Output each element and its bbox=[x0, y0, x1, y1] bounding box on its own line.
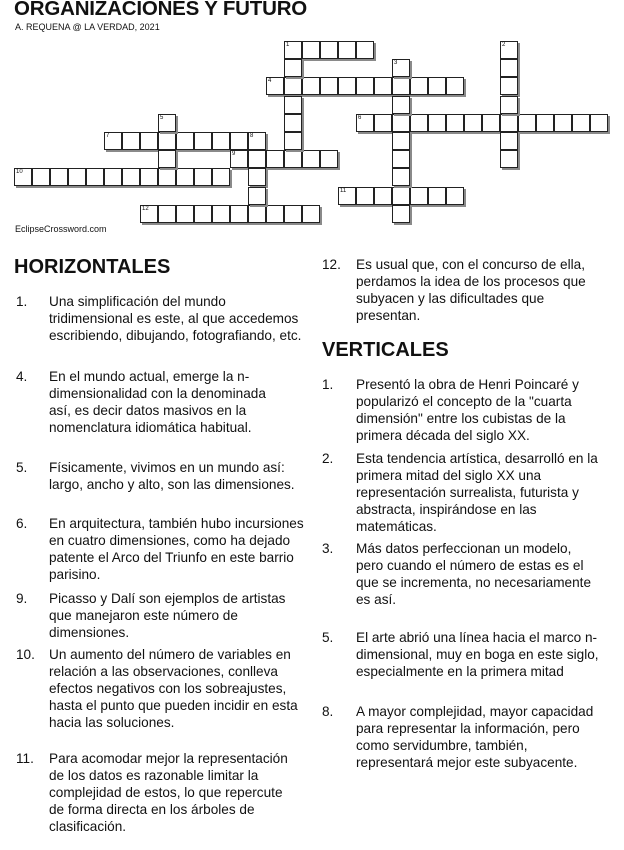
grid-cell[interactable] bbox=[194, 205, 212, 223]
grid-cell[interactable] bbox=[500, 96, 518, 114]
puzzle-title: ORGANIZACIONES Y FUTURO bbox=[14, 0, 308, 20]
grid-cell[interactable] bbox=[428, 77, 446, 95]
grid-cell[interactable] bbox=[446, 114, 464, 132]
grid-cell[interactable] bbox=[284, 150, 302, 168]
grid-cell[interactable] bbox=[392, 77, 410, 95]
cell-number: 3 bbox=[394, 60, 398, 67]
grid-cell[interactable] bbox=[464, 114, 482, 132]
grid-cell[interactable] bbox=[410, 114, 428, 132]
grid-cell[interactable] bbox=[302, 150, 320, 168]
grid-cell[interactable] bbox=[482, 114, 500, 132]
grid-cell[interactable] bbox=[518, 114, 536, 132]
grid-cell[interactable] bbox=[554, 114, 572, 132]
grid-cell[interactable] bbox=[104, 132, 122, 150]
grid-cell[interactable] bbox=[158, 150, 176, 168]
grid-cell[interactable] bbox=[374, 114, 392, 132]
grid-cell[interactable] bbox=[356, 77, 374, 95]
grid-cell[interactable] bbox=[104, 168, 122, 186]
grid-cell[interactable] bbox=[140, 168, 158, 186]
grid-cell[interactable] bbox=[284, 114, 302, 132]
clue-number: 11. bbox=[16, 751, 34, 766]
grid-cell[interactable] bbox=[140, 132, 158, 150]
cell-number: 8 bbox=[250, 133, 254, 139]
grid-cell[interactable] bbox=[284, 132, 302, 150]
grid-cell[interactable] bbox=[410, 77, 428, 95]
grid-cell[interactable] bbox=[374, 77, 392, 95]
grid-cell[interactable] bbox=[248, 205, 266, 223]
grid-cell[interactable] bbox=[248, 187, 266, 205]
cell-number: 4 bbox=[268, 78, 272, 85]
grid-cell[interactable] bbox=[338, 41, 356, 59]
cell-number: 12 bbox=[142, 205, 149, 212]
grid-cell[interactable] bbox=[284, 96, 302, 114]
grid-cell[interactable] bbox=[428, 187, 446, 205]
grid-cell[interactable] bbox=[194, 168, 212, 186]
grid-cell[interactable] bbox=[590, 114, 608, 132]
grid-cell[interactable] bbox=[320, 150, 338, 168]
clue-text: Es usual que, con el concurso de ella, perdamos la idea de los procesos que subyacen y las dificultades que presentan. bbox=[356, 257, 586, 323]
grid-cell[interactable] bbox=[302, 41, 320, 59]
clue-text: Físicamente, vivimos en un mundo así: largo, ancho y alto, son las dimensiones. bbox=[49, 460, 295, 492]
grid-cell[interactable] bbox=[50, 168, 68, 186]
clue-number: 6. bbox=[16, 516, 28, 531]
grid-cell[interactable] bbox=[320, 77, 338, 95]
clue-text: En el mundo actual, emerge la n-dimensionalidad con la denominada así, es decir datos masivos en la nomenclatura idiomática habitual. bbox=[49, 369, 266, 435]
grid-cell[interactable] bbox=[392, 205, 410, 223]
cell-number: 1 bbox=[286, 42, 290, 48]
clue-number: 10. bbox=[16, 647, 35, 662]
grid-cell[interactable] bbox=[392, 168, 410, 186]
grid-cell[interactable] bbox=[230, 205, 248, 223]
clue-number: 9. bbox=[16, 591, 28, 606]
grid-cell[interactable] bbox=[176, 168, 194, 186]
grid-cell[interactable] bbox=[158, 114, 176, 132]
grid-cell[interactable] bbox=[86, 168, 104, 186]
credit-text: EclipseCrossword.com bbox=[15, 224, 107, 234]
grid-cell[interactable] bbox=[392, 96, 410, 114]
clue-number: 12. bbox=[322, 257, 341, 272]
grid-cell[interactable] bbox=[230, 132, 248, 150]
grid-cell[interactable] bbox=[176, 205, 194, 223]
cell-number: 5 bbox=[160, 114, 164, 121]
clue-text: Una simplificación del mundo tridimensional es este, al que accedemos escribiendo, dibujando, fotografiando, etc. bbox=[49, 294, 302, 343]
grid-cell[interactable] bbox=[248, 132, 266, 150]
grid-cell[interactable] bbox=[284, 41, 302, 59]
grid-cell[interactable] bbox=[572, 114, 590, 132]
grid-cell[interactable] bbox=[500, 41, 518, 59]
grid-cell[interactable] bbox=[248, 150, 266, 168]
clue-number: 5. bbox=[16, 460, 28, 475]
grid-cell[interactable] bbox=[284, 205, 302, 223]
crossword-grid bbox=[0, 0, 624, 240]
grid-cell[interactable] bbox=[158, 205, 176, 223]
grid-cell[interactable] bbox=[428, 114, 446, 132]
clue-text: Esta tendencia artística, desarrolló en la primera mitad del siglo XX una representación surrealista, futurista y abstracta, inspirándose en las matemáticas. bbox=[356, 451, 598, 534]
cell-number: 6 bbox=[358, 114, 362, 121]
grid-cell[interactable] bbox=[392, 114, 410, 132]
clue-text: Un aumento del número de variables en relación a las observaciones, conlleva efectos negativos con los sobreajustes, hasta el punto que pueden incidir en esta hacia las soluciones. bbox=[49, 647, 298, 730]
grid-cell[interactable] bbox=[374, 187, 392, 205]
grid-cell[interactable] bbox=[356, 41, 374, 59]
grid-cell[interactable] bbox=[212, 132, 230, 150]
grid-cell[interactable] bbox=[392, 132, 410, 150]
clue-number: 5. bbox=[322, 630, 334, 645]
grid-cell[interactable] bbox=[32, 168, 50, 186]
grid-cell[interactable] bbox=[536, 114, 554, 132]
down-heading: VERTICALES bbox=[322, 339, 449, 361]
grid-cell[interactable] bbox=[14, 168, 32, 186]
clue-number: 8. bbox=[322, 704, 334, 719]
grid-cell[interactable] bbox=[410, 187, 428, 205]
grid-cell[interactable] bbox=[212, 168, 230, 186]
clue-number: 1. bbox=[322, 377, 334, 392]
grid-cell[interactable] bbox=[284, 59, 302, 77]
cell-number: 9 bbox=[232, 151, 236, 158]
grid-cell[interactable] bbox=[500, 59, 518, 77]
cell-number: 11 bbox=[340, 187, 347, 194]
grid-cell[interactable] bbox=[266, 150, 284, 168]
cell-number: 10 bbox=[16, 169, 23, 176]
grid-cell[interactable] bbox=[392, 150, 410, 168]
puzzle-author: A. REQUENA @ LA VERDAD, 2021 bbox=[15, 22, 160, 32]
grid-cell[interactable] bbox=[158, 132, 176, 150]
grid-cell[interactable] bbox=[500, 132, 518, 150]
grid-cell[interactable] bbox=[194, 132, 212, 150]
grid-cell[interactable] bbox=[446, 77, 464, 95]
clue-text: El arte abrió una línea hacia el marco n-dimensional, muy en boga en este siglo, especialmente en la primera mitad bbox=[356, 630, 599, 679]
grid-cell[interactable] bbox=[320, 41, 338, 59]
clue-number: 3. bbox=[322, 541, 334, 556]
grid-cell[interactable] bbox=[140, 205, 158, 223]
cell-number: 7 bbox=[106, 133, 110, 139]
grid-cell[interactable] bbox=[248, 168, 266, 186]
clue-number: 1. bbox=[16, 294, 28, 309]
across-heading: HORIZONTALES bbox=[14, 256, 171, 278]
grid-cell[interactable] bbox=[392, 187, 410, 205]
grid-cell[interactable] bbox=[302, 77, 320, 95]
grid-cell[interactable] bbox=[68, 168, 86, 186]
grid-cell[interactable] bbox=[338, 187, 356, 205]
clue-text: Picasso y Dalí son ejemplos de artistas que manejaron este número de dimensiones. bbox=[49, 591, 286, 640]
clue-number: 2. bbox=[322, 451, 334, 466]
grid-cell[interactable] bbox=[302, 205, 320, 223]
clue-text: En arquitectura, también hubo incursiones en cuatro dimensiones, como ha dejado patente el Arco del Triunfo en este barrio parisino. bbox=[49, 516, 304, 582]
grid-cell[interactable] bbox=[176, 132, 194, 150]
clue-text: Presentó la obra de Henri Poincaré y popularizó el concepto de la "cuarta dimensión" entre los cubistas de la primera década del siglo XX. bbox=[356, 377, 579, 443]
grid-cell[interactable] bbox=[392, 59, 410, 77]
grid-cell[interactable] bbox=[212, 205, 230, 223]
clue-number: 4. bbox=[16, 369, 28, 384]
grid-cell[interactable] bbox=[500, 114, 518, 132]
grid-cell[interactable] bbox=[500, 150, 518, 168]
grid-cell[interactable] bbox=[266, 77, 284, 95]
clue-text: Para acomodar mejor la representación de los datos es razonable limitar la complejidad de estos, lo que repercute de forma directa en los árboles de clasificación. bbox=[49, 751, 288, 834]
clue-text: Más datos perfeccionan un modelo, pero cuando el número de estas es el que se incrementa, no necesariamente es así. bbox=[356, 541, 592, 607]
grid-cell[interactable] bbox=[230, 150, 248, 168]
grid-cell[interactable] bbox=[446, 187, 464, 205]
grid-cell[interactable] bbox=[356, 187, 374, 205]
grid-cell[interactable] bbox=[284, 77, 302, 95]
grid-cell[interactable] bbox=[122, 132, 140, 150]
cell-number: 2 bbox=[502, 42, 506, 48]
grid-cell[interactable] bbox=[356, 114, 374, 132]
grid-cell[interactable] bbox=[158, 168, 176, 186]
grid-cell[interactable] bbox=[338, 77, 356, 95]
grid-cell[interactable] bbox=[500, 77, 518, 95]
grid-cell[interactable] bbox=[122, 168, 140, 186]
grid-cell[interactable] bbox=[266, 205, 284, 223]
clue-text: A mayor complejidad, mayor capacidad para representar la información, pero como servidumbre, también, representará mejor este subyacente. bbox=[356, 704, 594, 770]
